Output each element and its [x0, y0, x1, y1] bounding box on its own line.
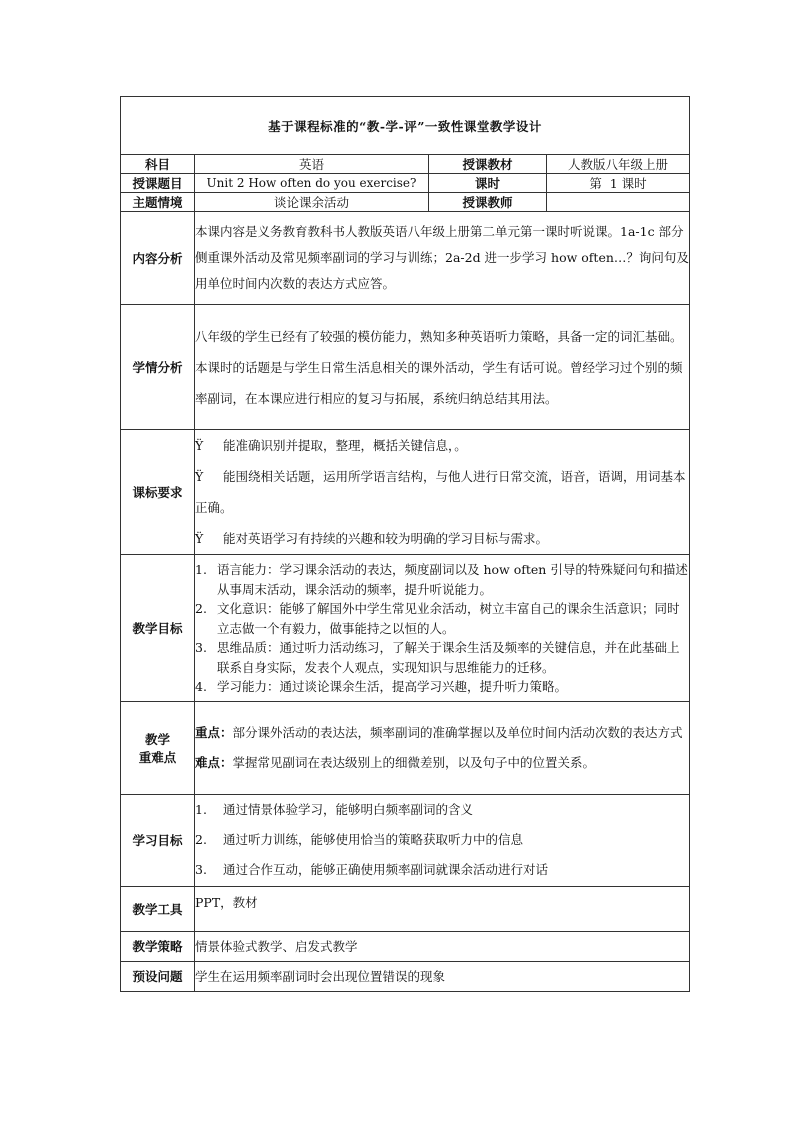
material-value: 人教版八年级上册: [547, 155, 690, 174]
tools-text: PPT，教材: [195, 886, 690, 931]
material-label: 授课教材: [429, 155, 547, 174]
learning-goal-text: 通过情景体验学习，能够明白频率副词的含义: [223, 802, 474, 817]
learning-goals-label: 学习目标: [121, 794, 195, 886]
teaching-goal-item: [195, 599, 689, 638]
teacher-value: [547, 193, 690, 212]
learning-goals-list: [195, 794, 690, 886]
key-point-label: 重点：: [195, 724, 233, 740]
topic-value: Unit 2 How often do you exercise?: [195, 174, 429, 193]
key-points-label: [121, 701, 195, 794]
teaching-goal-text: 语言能力：学习课余活动的表达，频度副词以及 how often 引导的特殊疑问句和描述从事周末活动，课余活动的频率，提升听说能力。: [217, 562, 688, 597]
item-number: 4.: [195, 679, 207, 694]
topic-label: 授课题目: [121, 174, 195, 193]
key-point-text: 部分课外活动的表达法，频率副词的准确掌握以及单位时间内活动次数的表达方式: [232, 724, 683, 740]
key-points-label-line1: 教学: [144, 731, 170, 747]
problems-text: 学生在运用频率副词时会出现位置错误的现象: [195, 961, 690, 991]
teaching-goal-item: [195, 638, 689, 677]
teaching-goal-item: [195, 560, 689, 599]
item-number: 2.: [195, 832, 207, 847]
lesson-design-table: [120, 96, 690, 992]
teaching-goal-text: 学习能力：通过谈论课余生活，提高学习兴趣，提升听力策略。: [217, 679, 568, 694]
item-number: 2.: [195, 601, 207, 616]
document-title: 基于课程标准的“教-学-评”一致性课堂教学设计: [121, 97, 690, 155]
learner-analysis-label: 学情分析: [121, 305, 195, 430]
key-points-content: [195, 701, 690, 794]
item-number: 1.: [195, 802, 207, 817]
standards-item: [195, 461, 689, 523]
item-number: 3.: [195, 640, 207, 655]
teacher-label: 授课教师: [429, 193, 547, 212]
key-point: [195, 718, 689, 748]
content-analysis-label: 内容分析: [121, 212, 195, 305]
strategy-label: 教学策略: [121, 931, 195, 961]
standards-item-text: 能准确识别并提取，整理，概括关键信息，。: [223, 438, 467, 453]
period-label: 课时: [429, 174, 547, 193]
teaching-goal-text: 思维品质：通过听力活动练习，了解关于课余生活及频率的关键信息，并在此基础上联系自身实际，发表个人观点，实现知识与思维能力的迁移。: [217, 640, 680, 675]
bullet-marker: Ÿ: [195, 438, 204, 453]
standards-list: [195, 430, 690, 555]
teaching-goal-item: [195, 677, 689, 697]
standards-label: 课标要求: [121, 430, 195, 555]
difficult-point-label: 难点：: [195, 754, 233, 770]
subject-label: 科目: [121, 155, 195, 174]
subject-value: 英语: [195, 155, 429, 174]
key-points-label-line2: 重难点: [138, 749, 177, 765]
context-value: 谈论课余活动: [195, 193, 429, 212]
bullet-marker: Ÿ: [195, 531, 204, 546]
standards-item-text: 能围绕相关话题，运用所学语言结构，与他人进行日常交流，语音，语调，用词基本正确。: [195, 469, 686, 515]
learning-goal-text: 通过听力训练，能够使用恰当的策略获取听力中的信息: [223, 832, 524, 847]
strategy-text: 情景体验式教学、启发式教学: [195, 931, 690, 961]
tools-label: 教学工具: [121, 886, 195, 931]
content-analysis-text: 本课内容是义务教育教科书人教版英语八年级上册第二单元第一课时听说课。1a-1c 部分侧重课外活动及常见频率副词的学习与训练；2a-2d 进一步学习 how often…？询问句及用单位时间内次数的表达方式应答。: [195, 212, 690, 305]
learning-goal-item: [195, 795, 689, 825]
difficult-point: [195, 748, 689, 778]
difficult-point-text: 掌握常见副词在表达级别上的细微差别，以及句子中的位置关系。: [232, 754, 596, 770]
learner-analysis-text: 八年级的学生已经有了较强的模仿能力，熟知多种英语听力策略，具备一定的词汇基础。本课时的话题是与学生日常生活息相关的课外活动，学生有话可说。曾经学习过个别的频率副词，在本课应进行相应的复习与拓展，系统归纳总结其用法。: [195, 305, 690, 430]
standards-item-text: 能对英语学习有持续的兴趣和较为明确的学习目标与需求。: [223, 531, 549, 546]
learning-goal-item: [195, 825, 689, 855]
learning-goal-text: 通过合作互动，能够正确使用频率副词就课余活动进行对话: [223, 862, 549, 877]
period-value: 第 1 课时: [547, 174, 690, 193]
learning-goal-item: [195, 855, 689, 885]
item-number: 1.: [195, 562, 207, 577]
item-number: 3.: [195, 862, 207, 877]
teaching-goal-text: 文化意识：能够了解国外中学生常见业余活动，树立丰富自己的课余生活意识；同时立志做一个有毅力，做事能持之以恒的人。: [217, 601, 680, 636]
context-label: 主题情境: [121, 193, 195, 212]
standards-item: [195, 430, 689, 461]
bullet-marker: Ÿ: [195, 469, 204, 484]
problems-label: 预设问题: [121, 961, 195, 991]
teaching-goals-list: [195, 555, 690, 702]
standards-item: [195, 523, 689, 554]
teaching-goals-label: 教学目标: [121, 555, 195, 702]
